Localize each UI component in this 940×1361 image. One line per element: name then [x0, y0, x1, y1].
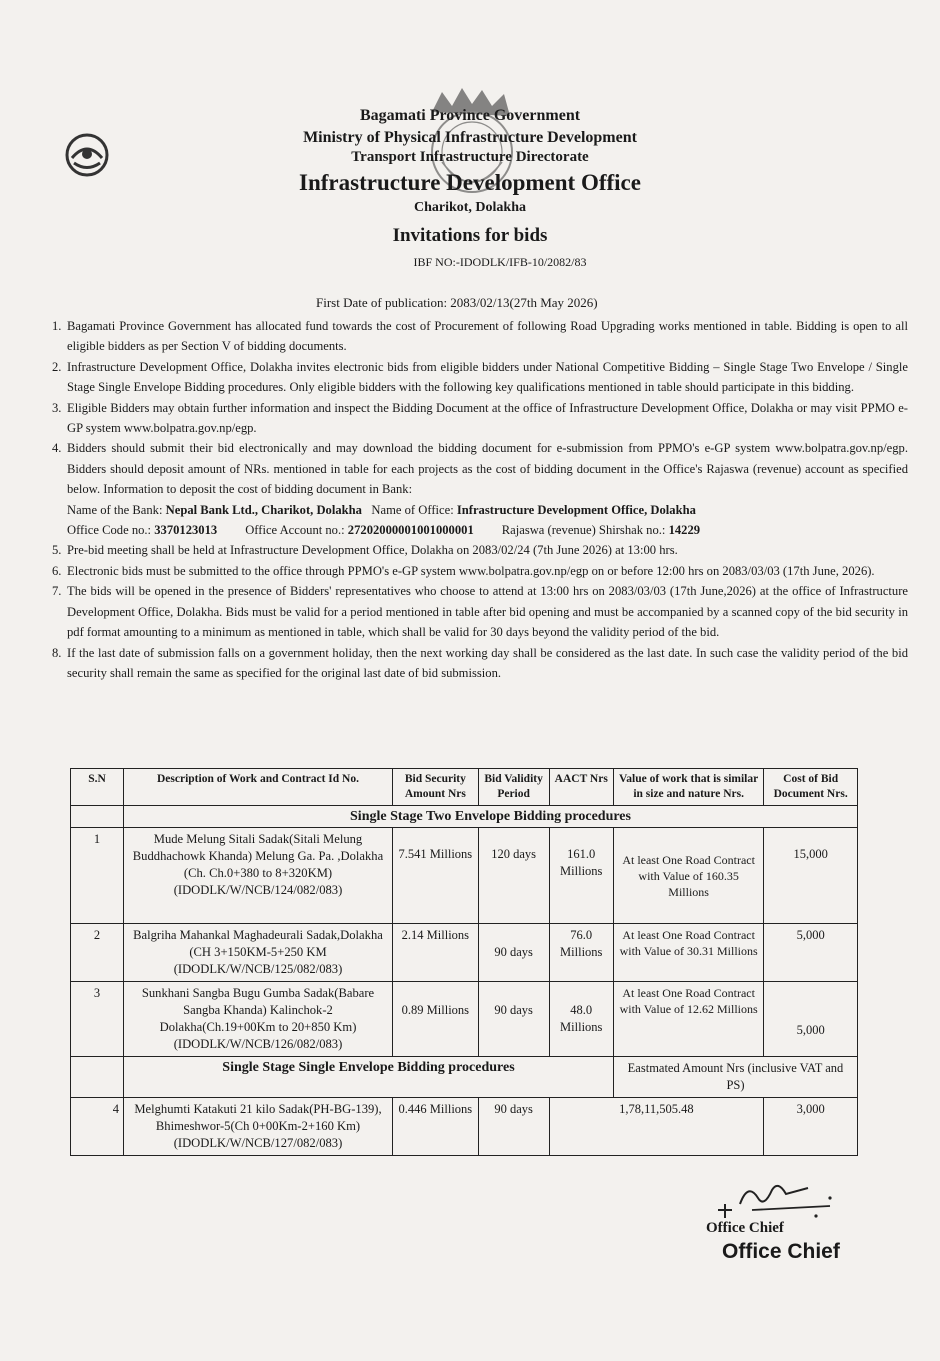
row-bid-security: 0.89 Millions: [393, 982, 479, 1057]
row-cost-document: 15,000: [764, 828, 858, 924]
header-description: Description of Work and Contract Id No.: [124, 769, 393, 806]
directorate-name: Transport Infrastructure Directorate: [351, 149, 589, 165]
clause-2: 2. Infrastructure Development Office, Dolakha invites electronic bids from eligible bidders under National Competitive Bidding – Single Stage Two Envelope / Single Stage Single Envelope Bidding procedures. Only eligible bidders with the following key qualifications mentioned in table should participate in this bidding.: [52, 359, 908, 395]
row-cost-document: 3,000: [764, 1098, 858, 1156]
bank-name: Nepal Bank Ltd., Charikot, Dolakha: [165, 502, 362, 517]
bank-details: [52, 500, 908, 520]
clause-7: 7. The bids will be opened in the presence of Bidders' representatives who choose to attend at 13:00 hrs on 2083/03/03 (17th June,2026) at the office of Infrastructure Development Office, Dolakha. Bids must be valid for a period mentioned in table after bid opening and must be accompanied by a scanned copy of the bid security in pdf format amounting to a minimum as mentioned in table, which shall be valid for 30 days beyond the validity period of the bid.: [52, 584, 908, 640]
clause-text: Eligible Bidders may obtain further information and inspect the Bidding Document at the office of Infrastructure Development Office, Dolakha or may visit PPMO e-GP system www.bolpatra.gov.np/egp.: [67, 400, 908, 436]
publication-date: First Date of publication: 2083/02/13(27th May 2026): [316, 295, 598, 310]
ministry-name: Ministry of Physical Infrastructure Development: [303, 129, 637, 146]
clause-1: 1. Bagamati Province Government has allocated fund towards the cost of Procurement of following Road Upgrading works mentioned in table. Bidding is open to all eligible bidders as per Section V of bidding documents.: [52, 319, 908, 354]
section-row: [71, 806, 858, 828]
row-description: Melghumti Katakuti 21 kilo Sadak(PH-BG-139), Bhimeshwor-5(Ch 0+00Km-2+160 Km) (IDODLK/W/NCB/127/082/083): [124, 1098, 393, 1156]
ibf-number: IBF NO:-IDODLK/IFB-10/2082/83: [413, 255, 587, 269]
office-chief-stamp: Office Chief: [722, 1240, 840, 1263]
clause-text: The bids will be opened in the presence of Bidders' representatives who choose to attend at 13:00 hrs on 2083/03/03 (17th June,2026) at the office of Infrastructure Development Office, Dolakha. Bids must be valid for a period mentioned in table after bid opening and must be accompanied by a scanned copy of the bid security in pdf format amounting to a minimum as mentioned in table, which shall be valid for 30 days beyond the validity period of the bid.: [67, 584, 908, 640]
office-code: 3370123013: [154, 523, 218, 538]
row-bid-validity: 90 days: [478, 924, 549, 982]
clause-4: 4. Bidders should submit their bid electronically and may download the bidding document for e-submission from PPMO's e-GP system www.bolpatra.gov.np/egp. Bidders should deposit amount of NRs. mentioned in table for each projects as the cost of bidding document in the Office's Rajaswa (revenue) account as specified below. Information to deposit the cost of bidding document in Bank:: [52, 441, 908, 497]
header-similar-value: Value of work that is similar in size and nature Nrs.: [613, 769, 763, 806]
code-label: Office Code no.:: [67, 523, 152, 538]
account-details: [52, 520, 908, 540]
row-sn: 1: [71, 828, 124, 924]
row-cost-document: 5,000: [764, 982, 858, 1057]
table-row: [71, 924, 858, 982]
row-description: Balgriha Mahankal Maghadeurali Sadak,Dolakha (CH 3+150KM-5+250 KM (IDODLK/W/NCB/125/082/083): [124, 924, 393, 982]
row-aact: 161.0 Millions: [549, 828, 613, 924]
header-bid-validity: Bid Validity Period: [478, 769, 549, 806]
document-title: Invitations for bids: [392, 225, 548, 246]
office-account: 27202000001001000001: [347, 523, 474, 538]
clause-text: Infrastructure Development Office, Dolakha invites electronic bids from eligible bidders under National Competitive Bidding – Single Stage Two Envelope / Single Stage Single Envelope Bidding procedures. Only eligible bidders with the following key qualifications mentioned in table should participate in this bidding.: [67, 359, 908, 395]
clause-text: Electronic bids must be submitted to the office through PPMO's e-GP system www.bolpatra.gov.np/egp on or before 12:00 hrs on 2083/03/03 (17th June, 2026).: [67, 563, 875, 578]
row-bid-security: 0.446 Millions: [393, 1098, 479, 1156]
row-bid-security: 2.14 Millions: [393, 924, 479, 982]
office-location: Charikot, Dolakha: [413, 200, 527, 215]
table-row: [71, 982, 858, 1057]
row-bid-security: 7.541 Millions: [393, 828, 479, 924]
clause-6: 6. Electronic bids must be submitted to the office through PPMO's e-GP system www.bolpatra.gov.np/egp on or before 12:00 hrs on 2083/03/03 (17th June, 2026).: [52, 563, 875, 578]
row-bid-validity: 90 days: [478, 982, 549, 1057]
row-similar-value: At least One Road Contract with Value of 30.31 Millions: [613, 924, 763, 982]
section-title: Single Stage Single Envelope Bidding procedures: [124, 1057, 614, 1098]
office-chief-label: Office Chief: [706, 1220, 784, 1236]
row-similar-value: At least One Road Contract with Value of 12.62 Millions: [613, 982, 763, 1057]
row-sn: 2: [71, 924, 124, 982]
table-row: [71, 1098, 858, 1156]
clause-text: Bagamati Province Government has allocated fund towards the cost of Procurement of following Road Upgrading works mentioned in table. Bidding is open to all eligible bidders as per Section V of bidding documents.: [67, 319, 908, 354]
shirshak-label: Rajaswa (revenue) Shirshak no.:: [501, 523, 666, 538]
table-row: [71, 828, 858, 924]
clause-text: If the last date of submission falls on a government holiday, then the next working day shall be considered as the last date. In such case the validity period of the bid security shall remain the same as specified for the original last date of bid submission.: [67, 645, 908, 680]
clause-text: Pre-bid meeting shall be held at Infrastructure Development Office, Dolakha on 2083/02/24 (7th June 2026) at 13:00 hrs.: [67, 543, 678, 558]
office-name: Infrastructure Development Office: [299, 170, 641, 195]
estimate-header: Eastmated Amount Nrs (inclusive VAT and PS): [613, 1057, 857, 1098]
clause-8: 8. If the last date of submission falls on a government holiday, then the next working day shall be considered as the last date. In such case the validity period of the bid security shall remain the same as specified for the original last date of bid submission.: [52, 645, 908, 680]
row-aact: 48.0 Millions: [549, 982, 613, 1057]
clause-text: Bidders should submit their bid electronically and may download the bidding document for e-submission from PPMO's e-GP system www.bolpatra.gov.np/egp. Bidders should deposit amount of NRs. mentioned in table for each projects as the cost of bidding document in the Office's Rajaswa (revenue) account as specified below. Information to deposit the cost of bidding document in Bank:: [67, 441, 908, 497]
office-name-bank: Infrastructure Development Office, Dolakha: [456, 502, 696, 517]
clause-3: 3. Eligible Bidders may obtain further information and inspect the Bidding Document at the office of Infrastructure Development Office, Dolakha or may visit PPMO e-GP system www.bolpatra.gov.np/egp.: [52, 400, 908, 436]
section-title: Single Stage Two Envelope Bidding procedures: [124, 806, 858, 828]
header-sn: S.N: [71, 769, 124, 806]
clause-5: 5. Pre-bid meeting shall be held at Infrastructure Development Office, Dolakha on 2083/02/24 (7th June 2026) at 13:00 hrs.: [52, 543, 678, 558]
header-aact: AACT Nrs: [549, 769, 613, 806]
section-row: [71, 1057, 858, 1098]
row-sn: 3: [71, 982, 124, 1057]
row-similar-value: At least One Road Contract with Value of 160.35 Millions: [613, 828, 763, 924]
signature-icon: [712, 1176, 842, 1222]
row-cost-document: 5,000: [764, 924, 858, 982]
row-aact: 76.0 Millions: [549, 924, 613, 982]
clauses-list: [52, 316, 908, 683]
shirshak-number: 14229: [668, 523, 701, 538]
row-description: Mude Melung Sitali Sadak(Sitali Melung Buddhachowk Khanda) Melung Ga. Pa. ,Dolakha (Ch. Ch.0+380 to 8+320KM) (IDODLK/W/NCB/124/082/083): [124, 828, 393, 924]
bids-table: [70, 768, 858, 1156]
header-bid-security: Bid Security Amount Nrs: [393, 769, 479, 806]
table-header-row: [71, 769, 858, 806]
bank-label: Name of the Bank:: [67, 502, 163, 517]
row-estimated-amount: 1,78,11,505.48: [549, 1098, 764, 1156]
office-label: Name of Office:: [371, 502, 454, 517]
row-bid-validity: 120 days: [478, 828, 549, 924]
row-description: Sunkhani Sangba Bugu Gumba Sadak(Babare Sangba Khanda) Kalinchok-2 Dolakha(Ch.19+00Km to 20+850 Km) (IDODLK/W/NCB/126/082/083): [124, 982, 393, 1057]
header-cost-document: Cost of Bid Document Nrs.: [764, 769, 858, 806]
row-bid-validity: 90 days: [478, 1098, 549, 1156]
row-sn: 4: [71, 1098, 124, 1156]
account-label: Office Account no.:: [245, 523, 345, 538]
province-government: Bagamati Province Government: [359, 107, 581, 124]
